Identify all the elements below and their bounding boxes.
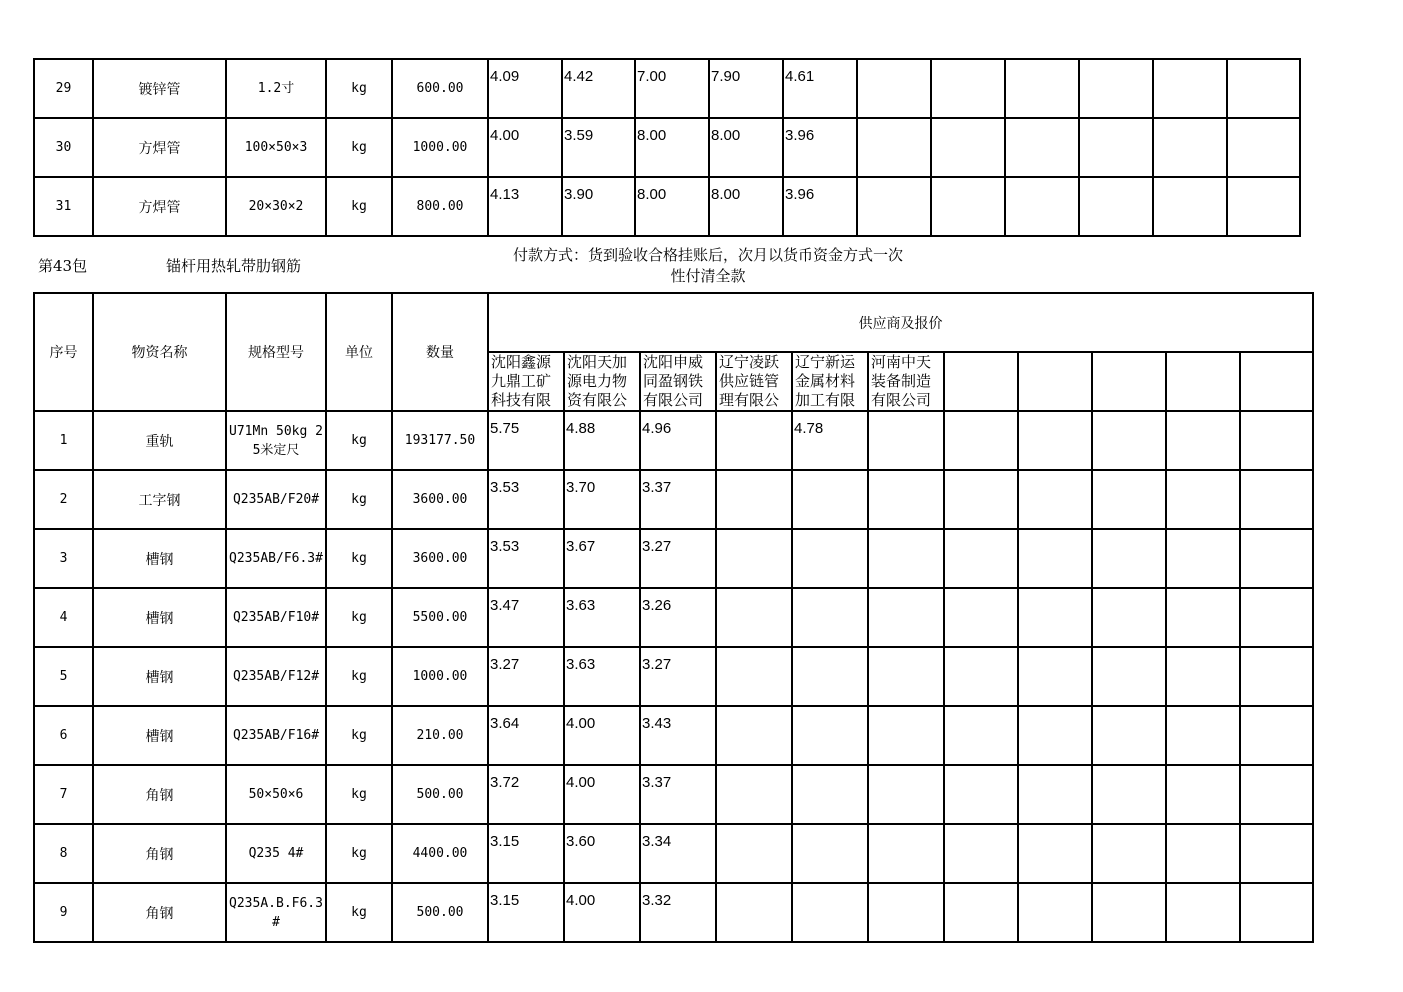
row-price-empty — [1153, 118, 1227, 177]
row-price-empty — [1092, 470, 1166, 529]
row-quantity: 600.00 — [392, 59, 488, 118]
row-price-empty — [1240, 470, 1313, 529]
supplier-name-text: 辽宁新运金属材料加工有限 — [795, 353, 856, 409]
row-price: 4.00 — [488, 118, 562, 177]
row-material-name: 角钢 — [93, 883, 226, 942]
row-price-empty — [1018, 706, 1092, 765]
row-price: 3.32 — [640, 883, 716, 942]
package-title: 锚杆用热轧带肋钢筋 — [166, 257, 302, 275]
row-price: 3.64 — [488, 706, 564, 765]
row-price-empty — [1005, 177, 1079, 236]
table-row — [34, 588, 1313, 647]
row-unit: kg — [326, 706, 392, 765]
row-price-empty — [1166, 706, 1240, 765]
row-price-empty — [716, 883, 792, 942]
payment-terms — [488, 245, 928, 287]
row-price: 4.78 — [792, 411, 868, 470]
row-unit: kg — [326, 883, 392, 942]
row-price-empty — [868, 883, 944, 942]
row-price: 3.15 — [488, 824, 564, 883]
row-unit: kg — [326, 177, 392, 236]
row-price-empty — [1018, 765, 1092, 824]
row-price-empty — [1018, 411, 1092, 470]
row-price-empty — [1227, 59, 1300, 118]
row-number: 1 — [34, 411, 93, 470]
row-price-empty — [1018, 529, 1092, 588]
supplier-name-text: 沈阳天加源电力物资有限公 — [567, 353, 628, 409]
supplier-name-text: 辽宁凌跃供应链管理有限公 — [719, 353, 780, 409]
row-price-empty — [1092, 706, 1166, 765]
row-number: 7 — [34, 765, 93, 824]
row-price-empty — [716, 824, 792, 883]
row-price: 4.13 — [488, 177, 562, 236]
row-price: 3.53 — [488, 529, 564, 588]
row-price-empty — [1166, 824, 1240, 883]
row-price-empty — [716, 470, 792, 529]
header-unit: 单位 — [326, 293, 392, 411]
header-qty: 数量 — [392, 293, 488, 411]
row-material-name: 工字钢 — [93, 470, 226, 529]
supplier-empty — [1240, 352, 1313, 411]
row-price: 3.26 — [640, 588, 716, 647]
row-price: 5.75 — [488, 411, 564, 470]
row-spec: Q235 4# — [226, 824, 326, 883]
row-price-empty — [1092, 765, 1166, 824]
row-price-empty — [1240, 529, 1313, 588]
row-material-name: 角钢 — [93, 824, 226, 883]
row-price: 8.00 — [709, 177, 783, 236]
row-price-empty — [1092, 824, 1166, 883]
row-material-name: 角钢 — [93, 765, 226, 824]
row-price: 3.70 — [564, 470, 640, 529]
row-price-empty — [1166, 765, 1240, 824]
row-number: 30 — [34, 118, 93, 177]
row-price-empty — [1240, 588, 1313, 647]
row-price: 3.96 — [783, 177, 857, 236]
row-price-empty — [944, 470, 1018, 529]
header-name: 物资名称 — [93, 293, 226, 411]
row-price-empty — [716, 588, 792, 647]
row-price-empty — [944, 411, 1018, 470]
row-price-empty — [792, 470, 868, 529]
row-material-name: 重轨 — [93, 411, 226, 470]
row-price: 3.67 — [564, 529, 640, 588]
row-price: 7.00 — [635, 59, 709, 118]
row-number: 5 — [34, 647, 93, 706]
supplier-name-text: 沈阳申威同盈钢铁有限公司 — [643, 353, 704, 409]
row-price-empty — [857, 59, 931, 118]
row-spec: Q235AB/F20# — [226, 470, 326, 529]
row-unit: kg — [326, 118, 392, 177]
row-material-name: 槽钢 — [93, 706, 226, 765]
row-quantity: 193177.50 — [392, 411, 488, 470]
row-unit: kg — [326, 59, 392, 118]
row-price: 4.96 — [640, 411, 716, 470]
row-price-empty — [944, 588, 1018, 647]
row-price: 4.61 — [783, 59, 857, 118]
header-suppliers-title: 供应商及报价 — [488, 293, 1313, 352]
row-price-empty — [931, 177, 1005, 236]
supplier-empty — [1092, 352, 1166, 411]
row-price: 3.53 — [488, 470, 564, 529]
row-price-empty — [1018, 883, 1092, 942]
row-price-empty — [1079, 118, 1153, 177]
supplier-empty — [1166, 352, 1240, 411]
row-unit: kg — [326, 588, 392, 647]
row-quantity: 210.00 — [392, 706, 488, 765]
row-price: 4.00 — [564, 883, 640, 942]
row-price-empty — [868, 411, 944, 470]
package-number: 第43包 — [38, 257, 88, 275]
row-price-empty — [868, 824, 944, 883]
table-row — [34, 883, 1313, 942]
row-price-empty — [1166, 647, 1240, 706]
row-price-empty — [1018, 470, 1092, 529]
row-number: 6 — [34, 706, 93, 765]
row-price: 4.00 — [564, 765, 640, 824]
row-price-empty — [792, 824, 868, 883]
row-quantity: 4400.00 — [392, 824, 488, 883]
row-price-empty — [792, 647, 868, 706]
row-material-name: 镀锌管 — [93, 59, 226, 118]
row-price-empty — [944, 706, 1018, 765]
row-number: 4 — [34, 588, 93, 647]
row-price: 3.37 — [640, 470, 716, 529]
row-spec: Q235AB/F16# — [226, 706, 326, 765]
row-price-empty — [1092, 647, 1166, 706]
row-price: 3.15 — [488, 883, 564, 942]
row-price-empty — [1227, 118, 1300, 177]
row-price-empty — [857, 177, 931, 236]
payment-terms-line2: 性付清全款 — [670, 267, 746, 285]
table-row — [34, 59, 1300, 118]
row-price-empty — [1079, 177, 1153, 236]
row-quantity: 3600.00 — [392, 470, 488, 529]
row-price: 3.34 — [640, 824, 716, 883]
row-price: 3.96 — [783, 118, 857, 177]
quotation-table — [33, 292, 1314, 943]
row-quantity: 1000.00 — [392, 647, 488, 706]
row-price-empty — [716, 529, 792, 588]
row-price-empty — [1227, 177, 1300, 236]
row-price-empty — [1018, 588, 1092, 647]
table-row — [34, 411, 1313, 470]
row-price-empty — [857, 118, 931, 177]
row-price-empty — [868, 765, 944, 824]
supplier-name — [640, 352, 716, 411]
row-price-empty — [1153, 59, 1227, 118]
table-row — [34, 765, 1313, 824]
row-price-empty — [1018, 824, 1092, 883]
row-price-empty — [1166, 883, 1240, 942]
row-price: 4.42 — [562, 59, 635, 118]
row-price-empty — [1079, 59, 1153, 118]
row-price: 3.37 — [640, 765, 716, 824]
header-spec: 规格型号 — [226, 293, 326, 411]
row-price-empty — [944, 883, 1018, 942]
table-row — [34, 824, 1313, 883]
row-price: 3.27 — [640, 647, 716, 706]
table-row — [34, 118, 1300, 177]
row-material-name: 槽钢 — [93, 647, 226, 706]
row-price-empty — [1240, 883, 1313, 942]
row-price-empty — [716, 706, 792, 765]
row-price-empty — [716, 411, 792, 470]
row-price-empty — [1005, 59, 1079, 118]
table-row — [34, 529, 1313, 588]
row-price-empty — [792, 588, 868, 647]
row-number: 8 — [34, 824, 93, 883]
row-spec: Q235AB/F6.3# — [226, 529, 326, 588]
table-row — [34, 470, 1313, 529]
row-price: 8.00 — [635, 118, 709, 177]
row-price-empty — [944, 765, 1018, 824]
row-unit: kg — [326, 529, 392, 588]
row-price: 8.00 — [635, 177, 709, 236]
row-price-empty — [792, 529, 868, 588]
row-spec: 20×30×2 — [226, 177, 326, 236]
supplier-name — [792, 352, 868, 411]
supplier-name-text: 沈阳鑫源九鼎工矿科技有限 — [491, 353, 552, 409]
row-price: 3.72 — [488, 765, 564, 824]
row-spec: 100×50×3 — [226, 118, 326, 177]
row-number: 31 — [34, 177, 93, 236]
row-price-empty — [944, 824, 1018, 883]
row-price-empty — [944, 529, 1018, 588]
row-price-empty — [792, 706, 868, 765]
row-price-empty — [1005, 118, 1079, 177]
row-spec: Q235AB/F10# — [226, 588, 326, 647]
row-price-empty — [1092, 588, 1166, 647]
row-price: 8.00 — [709, 118, 783, 177]
row-spec: 50×50×6 — [226, 765, 326, 824]
row-price: 4.09 — [488, 59, 562, 118]
row-quantity: 3600.00 — [392, 529, 488, 588]
row-spec: Q235A.B.F6.3# — [226, 883, 326, 942]
row-price: 3.27 — [640, 529, 716, 588]
payment-terms-line1: 付款方式：货到验收合格挂账后，次月以货币资金方式一次 — [512, 246, 903, 264]
row-price: 3.63 — [564, 647, 640, 706]
row-price-empty — [1240, 765, 1313, 824]
row-price-empty — [868, 647, 944, 706]
header-no: 序号 — [34, 293, 93, 411]
row-price: 4.88 — [564, 411, 640, 470]
row-price-empty — [1092, 529, 1166, 588]
row-number: 2 — [34, 470, 93, 529]
supplier-empty — [1018, 352, 1092, 411]
supplier-empty — [944, 352, 1018, 411]
supplier-name-text: 河南中天装备制造有限公司 — [871, 353, 932, 409]
row-price: 3.43 — [640, 706, 716, 765]
row-quantity: 500.00 — [392, 765, 488, 824]
row-quantity: 500.00 — [392, 883, 488, 942]
row-price-empty — [1166, 411, 1240, 470]
row-unit: kg — [326, 411, 392, 470]
supplier-name — [868, 352, 944, 411]
row-material-name: 方焊管 — [93, 118, 226, 177]
row-number: 3 — [34, 529, 93, 588]
row-price: 3.59 — [562, 118, 635, 177]
row-unit: kg — [326, 647, 392, 706]
row-material-name: 槽钢 — [93, 529, 226, 588]
row-price-empty — [868, 470, 944, 529]
row-unit: kg — [326, 470, 392, 529]
row-unit: kg — [326, 824, 392, 883]
row-spec: U71Mn 50kg 25米定尺 — [226, 411, 326, 470]
row-price-empty — [1166, 529, 1240, 588]
table-row — [34, 706, 1313, 765]
row-price-empty — [868, 588, 944, 647]
row-material-name: 方焊管 — [93, 177, 226, 236]
row-price-empty — [944, 647, 1018, 706]
row-price-empty — [1018, 647, 1092, 706]
supplier-name — [716, 352, 792, 411]
row-price-empty — [716, 647, 792, 706]
row-price-empty — [1240, 411, 1313, 470]
row-price-empty — [931, 118, 1005, 177]
row-quantity: 5500.00 — [392, 588, 488, 647]
row-price: 7.90 — [709, 59, 783, 118]
row-spec: Q235AB/F12# — [226, 647, 326, 706]
row-price: 3.27 — [488, 647, 564, 706]
row-quantity: 1000.00 — [392, 118, 488, 177]
row-price: 3.90 — [562, 177, 635, 236]
row-unit: kg — [326, 765, 392, 824]
row-price-empty — [1166, 470, 1240, 529]
row-price: 4.00 — [564, 706, 640, 765]
row-price-empty — [868, 706, 944, 765]
row-price-empty — [1166, 588, 1240, 647]
row-material-name: 槽钢 — [93, 588, 226, 647]
row-price-empty — [1092, 411, 1166, 470]
row-spec: 1.2寸 — [226, 59, 326, 118]
row-number: 9 — [34, 883, 93, 942]
row-price-empty — [868, 529, 944, 588]
row-price-empty — [792, 765, 868, 824]
table-row — [34, 647, 1313, 706]
row-price-empty — [1240, 647, 1313, 706]
row-price-empty — [1153, 177, 1227, 236]
row-quantity: 800.00 — [392, 177, 488, 236]
row-price: 3.60 — [564, 824, 640, 883]
row-price-empty — [716, 765, 792, 824]
row-price: 3.47 — [488, 588, 564, 647]
table-row — [34, 177, 1300, 236]
row-price-empty — [792, 883, 868, 942]
row-price-empty — [931, 59, 1005, 118]
row-price-empty — [1240, 824, 1313, 883]
row-price-empty — [1092, 883, 1166, 942]
row-number: 29 — [34, 59, 93, 118]
supplier-name — [564, 352, 640, 411]
supplier-name — [488, 352, 564, 411]
continued-price-table — [33, 58, 1301, 237]
row-price: 3.63 — [564, 588, 640, 647]
row-price-empty — [1240, 706, 1313, 765]
